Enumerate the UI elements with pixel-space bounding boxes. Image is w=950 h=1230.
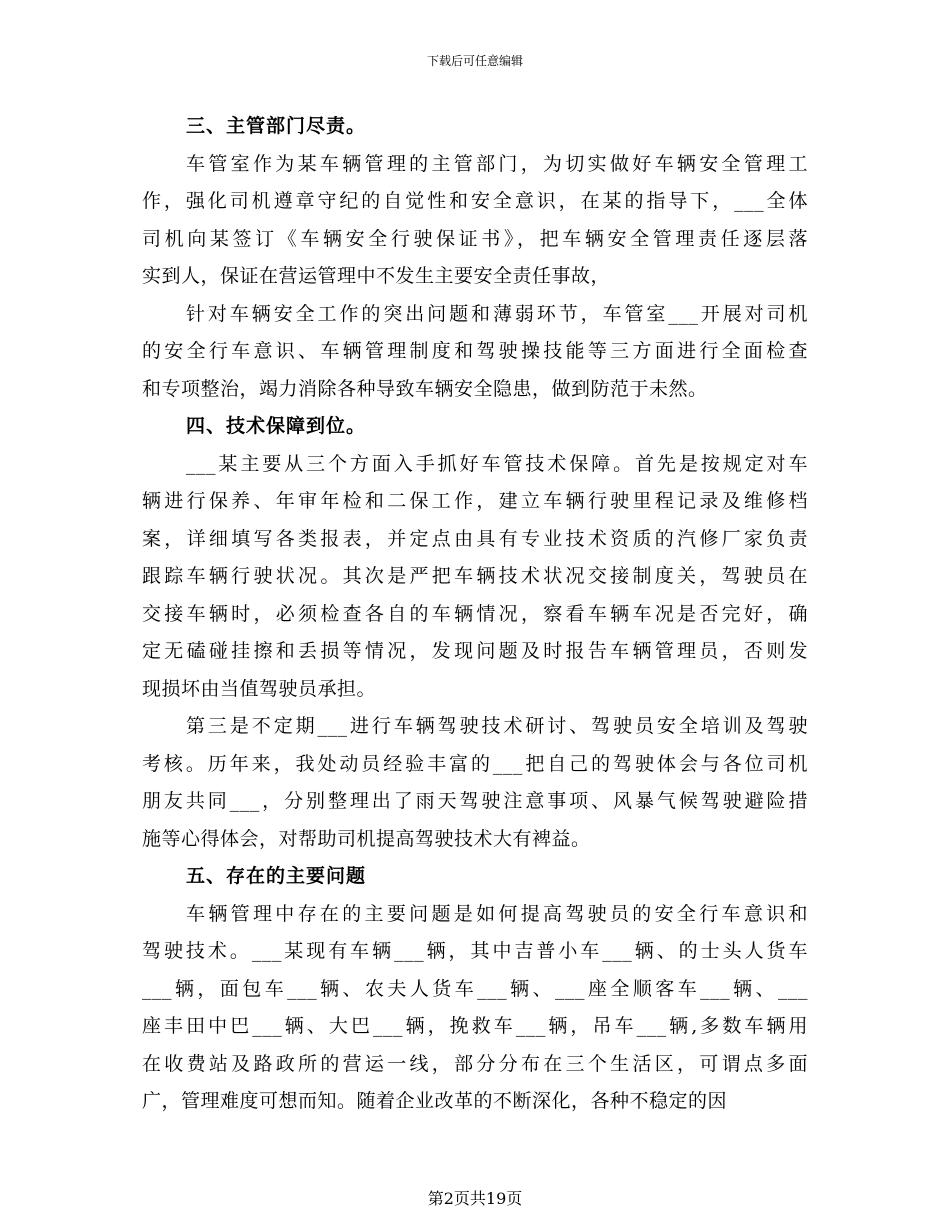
- paragraph-line: 广，管理难度可想而知。随着企业改革的不断深化，各种不稳定的因: [142, 1090, 728, 1112]
- section-heading: 五、存在的主要问题: [186, 865, 367, 887]
- section-heading: 四、技术保障到位。: [186, 415, 367, 437]
- paragraph-line: 案，详细填写各类报表，并定点由具有专业技术资质的汽修厂家负责: [142, 527, 808, 550]
- paragraph-line: 座丰田中巴___辆、大巴___辆，挽救车___辆，吊车___辆,多数车辆用: [142, 1015, 808, 1037]
- paragraph-line: 实到人，保证在营运管理中不发生主要安全责任事故，: [142, 265, 611, 287]
- paragraph-line: 定无磕碰挂擦和丢损等情况，发现问题及时报告车辆管理员，否则发: [142, 640, 808, 662]
- paragraph-line: 和专项整治，竭力消除各种导致车辆安全隐患，做到防范于未然。: [142, 377, 708, 400]
- page-header: 下载后可任意编辑: [426, 54, 523, 68]
- paragraph-line: 车管室作为某车辆管理的主管部门，为切实做好车辆安全管理工: [186, 152, 808, 175]
- section-heading: 三、主管部门尽责。: [186, 115, 367, 137]
- paragraph-line: 的安全行车意识、车辆管理制度和驾驶操技能等三方面进行全面检查: [142, 340, 808, 362]
- paragraph-line: 辆进行保养、年审年检和二保工作，建立车辆行驶里程记录及维修档: [142, 490, 808, 512]
- page-footer: 第2页共19页: [427, 1189, 523, 1208]
- paragraph-line: 司机向某签订《车辆安全行驶保证书》，把车辆安全管理责任逐层落: [142, 227, 808, 250]
- paragraph-line: 在收费站及路政所的营运一线，部分分布在三个生活区，可谓点多面: [142, 1052, 808, 1075]
- paragraph-line: 跟踪车辆行驶状况。其次是严把车辆技术状况交接制度关，驾驶员在: [142, 565, 808, 587]
- paragraph-line: 考核。历年来，我处动员经验丰富的___把自己的驾驶体会与各位司机: [142, 752, 808, 775]
- paragraph-line: ___辆，面包车___辆、农夫人货车___辆、___座全顺客车___辆、___: [142, 977, 808, 1000]
- paragraph-line: 作，强化司机遵章守纪的自觉性和安全意识，在某的指导下，___全体: [142, 190, 808, 212]
- paragraph-line: 朋友共同___，分别整理出了雨天驾驶注意事项、风暴气候驾驶避险措: [142, 790, 808, 812]
- paragraph-line: 车辆管理中存在的主要问题是如何提高驾驶员的安全行车意识和: [186, 902, 808, 925]
- paragraph-line: 针对车辆安全工作的突出问题和薄弱环节，车管室___开展对司机: [186, 302, 808, 325]
- paragraph-line: 驾驶技术。___某现有车辆___辆，其中吉普小车___辆、的士头人货车: [142, 940, 808, 962]
- paragraph-line: 交接车辆时，必须检查各自的车辆情况，察看车辆车况是否完好，确: [142, 602, 808, 625]
- paragraph-line: 施等心得体会，对帮助司机提高驾驶技术大有裨益。: [142, 827, 591, 850]
- paragraph-line: 第三是不定期___进行车辆驾驶技术研讨、驾驶员安全培训及驾驶: [186, 715, 808, 737]
- paragraph-line: 现损坏由当值驾驶员承担。: [142, 677, 377, 700]
- paragraph-line: ___某主要从三个方面入手抓好车管技术保障。首先是按规定对车: [186, 452, 808, 475]
- document-body: [142, 108, 808, 1121]
